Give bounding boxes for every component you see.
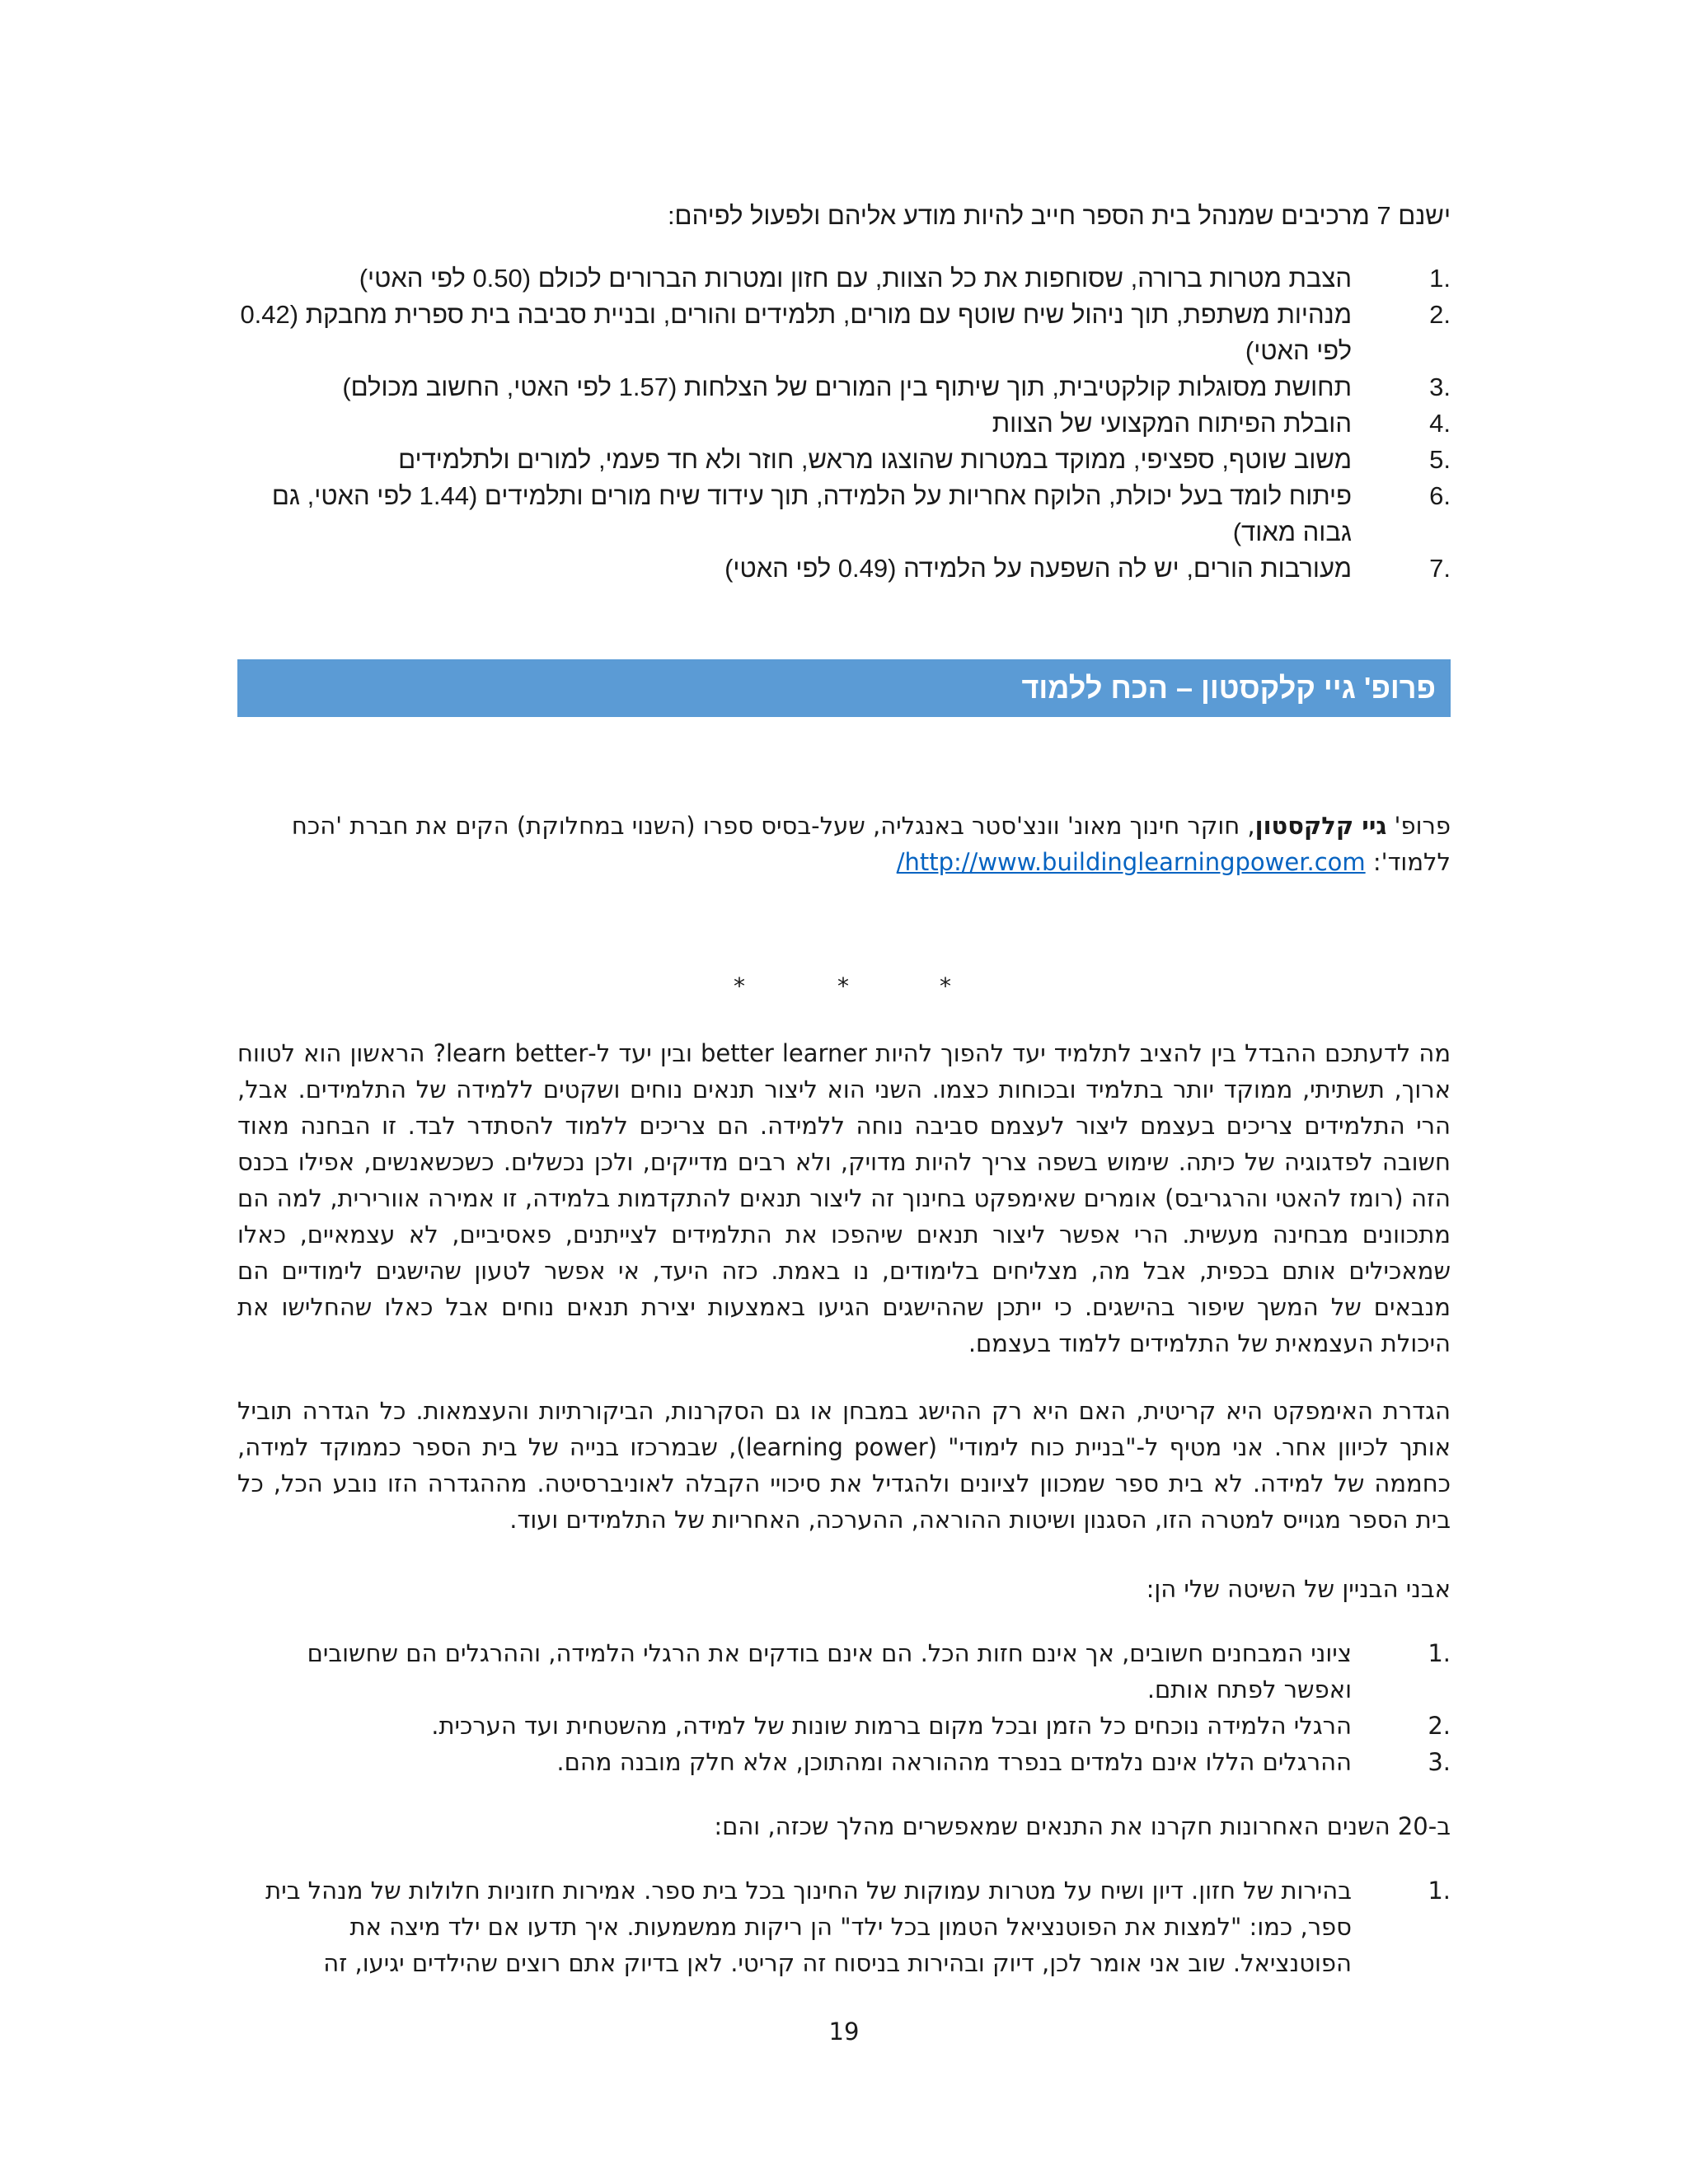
- section-heading-banner: פרופ' גיי קלקסטון – הכח ללמוד: [237, 659, 1451, 717]
- list-number: 1.: [1428, 1639, 1451, 1667]
- intro-paragraph: ישנם 7 מרכיבים שמנהל בית הספר חייב להיות מודע אליהם ולפעול לפיהם:: [667, 201, 1451, 230]
- list-number: 7.: [1429, 554, 1451, 583]
- prof-description: , חוקר חינוך מאונ' וונצ'סטר באנגליה, שעל-בסיס ספרו (השנוי במחלוקת) הקים את חברת 'הכח ללמוד':: [291, 812, 1451, 876]
- list-item-text: הרגלי הלמידה נוכחים כל הזמן ובכל מקום ברמות שונות של למידה, מהשטחית ועד הערכית.: [431, 1712, 1352, 1740]
- list-item-text: תחושת מסוגלות קולקטיבית, תוך שיתוף בין המורים של הצלחות (1.57 לפי האטי, החשוב מכולם): [342, 373, 1352, 401]
- website-link[interactable]: http://www.buildinglearningpower.com/: [896, 848, 1366, 876]
- list-number: 3.: [1429, 373, 1451, 401]
- divider-star: *: [837, 972, 849, 1000]
- list-item: [237, 369, 1451, 405]
- list-item: [237, 1744, 1451, 1780]
- list-item-text: הצבת מטרות ברורה, שסוחפות את כל הצוות, עם חזון ומטרות הברורים לכולם (0.50 לפי האטי): [359, 264, 1352, 293]
- page-number: 19: [828, 2018, 860, 2046]
- prof-paragraph: [237, 808, 1451, 880]
- list-number: 2.: [1428, 1712, 1451, 1740]
- divider-star: *: [940, 972, 951, 1000]
- list-item-text: פיתוח לומד בעל יכולת, הלוקח אחריות על הלמידה, תוך עידוד שיח מורים ותלמידים (1.44 לפי האטי, גם גבוה מאוד): [271, 481, 1352, 546]
- list-item: [237, 260, 1451, 297]
- list-item-text: הובלת הפיתוח המקצועי של הצוות: [992, 409, 1352, 438]
- list-number: 6.: [1429, 481, 1451, 510]
- list-item-text: מנהיות משתפת, תוך ניהול שיח שוטף עם מורים, תלמידים והורים, ובניית סביבה בית ספרית מחבקת (0.42 לפי האטי): [240, 300, 1352, 365]
- list-number: 3.: [1428, 1748, 1451, 1776]
- body-paragraph: אבני הבניין של השיטה שלי הן:: [1146, 1575, 1451, 1603]
- list-number: 4.: [1429, 409, 1451, 438]
- list-item: [237, 1872, 1451, 1981]
- list-item-text: משוב שוטף, ספציפי, ממוקד במטרות שהוצגו מראש, חוזר ולא חד פעמי, למורים ולתלמידים: [398, 445, 1352, 474]
- list-item-text: ההרגלים הללו אינם נלמדים בנפרד מההוראה ומהתוכן, אלא חלק מובנה מהם.: [556, 1748, 1352, 1776]
- list-item: [237, 1708, 1451, 1744]
- divider-star: *: [734, 972, 745, 1000]
- document-page: [237, 0, 1451, 2184]
- body-paragraph: ב-20 השנים האחרונות חקרנו את התנאים שמאפשרים מהלך שכזה, והם:: [714, 1812, 1451, 1840]
- list-number: 5.: [1429, 445, 1451, 474]
- building-blocks-list: [237, 1635, 1451, 1780]
- list-item: [237, 1635, 1451, 1708]
- prof-name: גיי קלקסטון: [1254, 812, 1387, 840]
- list-number: 1.: [1429, 264, 1451, 293]
- list-item: [237, 297, 1451, 369]
- list-item: [237, 405, 1451, 442]
- body-paragraph: מה לדעתכם ההבדל בין להציב לתלמיד יעד להפוך להיות better learner ובין יעד ל-learn better? הראשון הוא לטווח ארוך, תשתיתי, ממוקד יותר בתלמיד ובכוחות כצמו. השני הוא ליצור תנאים נוחים ושקטים ללמידה של התלמידים. אבל, הרי התלמידים צריכים בעצמם ליצור לעצמם סביבה נוחה ללמידה. הם צריכים ללמוד להסתדר לבד. זו הבחנה מאוד חשובה לפדגוגיה של כיתה. שימוש בשפה צריך להיות מדויק, ולא רבים מדייקים, ולכן נכשלים. כשכשאנשים, אפילו בכנס הזה (רומז להאטי והרגריבס) אומרים שאימפקט בחינוך זה ליצור תנאים להתקדמות בלמידה, זו אמירה אוורירית, למה הם מתכוונים מבחינה מעשית. הרי אפשר ליצור תנאים שיהפכו את התלמידים לצייתנים, פאסיביים, לא עצמאיים, כאלו שמאכילים אותם בכפית, אבל מה, מצליחים בלימודים, נו באמת. כזה היעד, אי אפשר לטעון שהישגים לימודיים הם מנבאים של המשך שיפור בהישגים. כי ייתכן שההישגים הגיעו באמצעות יצירת תנאים נוחים אבל כאלו שהחלישו את היכולת העצמאית של התלמידים ללמוד בעצמם.: [237, 1039, 1451, 1357]
- prof-prefix: פרופ': [1386, 812, 1451, 840]
- components-list: [237, 260, 1451, 587]
- body-paragraph: הגדרת האימפקט היא קריטית, האם היא רק ההישג במבחן או גם הסקרנות, הביקורתיות והעצמאות. כל הגדרה תוביל אותך לכיוון אחר. אני מטיף ל-"בניית כוח לימודי" (learning power), שבמרכזו בנייה של בית הספר כממוקד למידה, כחממה של למידה. לא בית ספר שמכוון לציונים ולהגדיל את סיכויי הקבלה לאוניברסיטה. מההגדרה הזו נובע הכל, כל בית הספר מגוייס למטרה הזו, הסגנון ושיטות ההוראה, ההערכה, האחריות של התלמידים ועוד.: [237, 1397, 1451, 1534]
- list-number: 1.: [1428, 1877, 1451, 1905]
- list-number: 2.: [1429, 300, 1451, 329]
- list-item-text: בהירות של חזון. דיון ושיח על מטרות עמוקות של החינוך בכל בית ספר. אמירות חזוניות חלולות של מנהל בית ספר, כמו: "למצות את הפוטנציאל הטמון בכל ילד" הן ריקות ממשמעות. איך תדעו אם ילד מיצה את הפוטנציאל. שוב אני אומר לכן, דיוק ובהירות בניסוח זה קריטי. לאן בדיוק אתם רוצים שהילדים יגיעו, זה: [265, 1877, 1352, 1977]
- list-item-text: ציוני המבחנים חשובים, אך אינם חזות הכל. הם אינם בודקים את הרגלי הלמידה, וההרגלים הם שחשובים ואפשר לפתח אותם.: [307, 1639, 1352, 1704]
- list-item: [237, 478, 1451, 551]
- list-item: [237, 442, 1451, 478]
- list-item: [237, 551, 1451, 587]
- conditions-list: [237, 1872, 1451, 1981]
- list-item-text: מעורבות הורים, יש לה השפעה על הלמידה (0.49 לפי האטי): [724, 554, 1352, 583]
